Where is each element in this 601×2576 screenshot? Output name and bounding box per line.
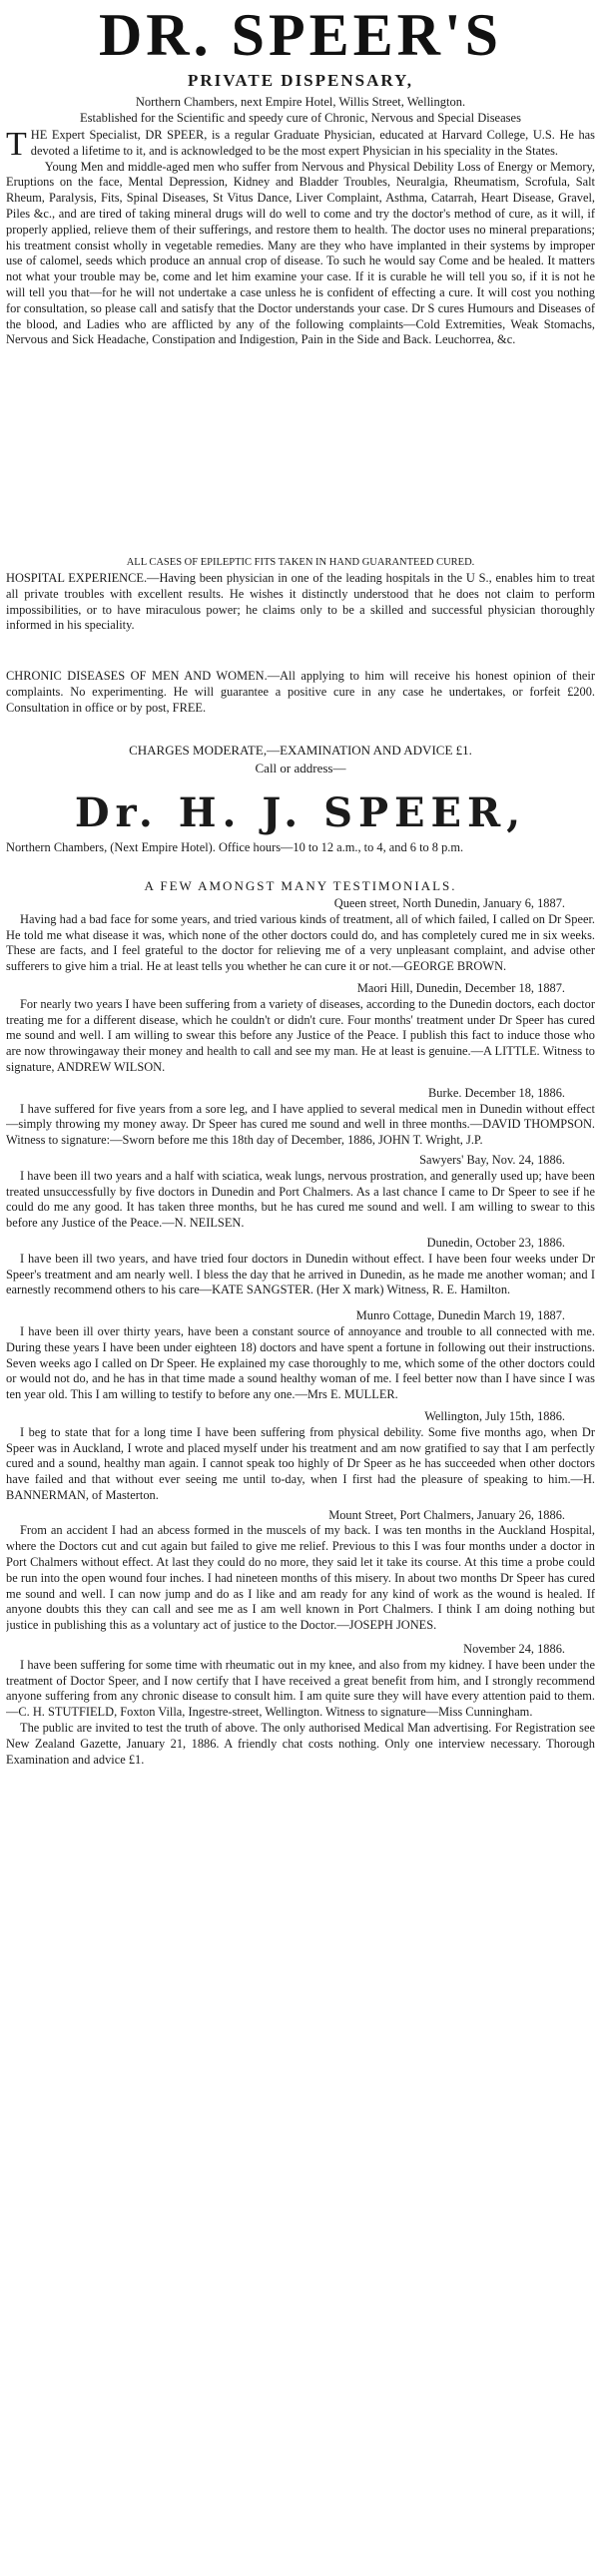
testimonial-place: Maori Hill, Dunedin, December 18, 1887. [356, 980, 565, 995]
header-address-block [0, 94, 601, 126]
testimonials-list [6, 896, 595, 2477]
testimonial-text: From an accident I had an abcess formed in the muscels of my back. I was ten months in the Auckland Hospital, where the Doctors cut and cut again but failed to give me relief. Previous to this I was four months under a doctor in Port Chalmers without effect. At last they could do no more, they said let it take its course. At this time a probe could be run into the open wound four inches. I had nineteen months of this misery. In about two months Dr Speer has cured me sound and well. I can now jump and do as I like and am ready for any kind of work as the wound is healed. If anyone doubts this they can call and see me as I am well known in Port Chalmers. I think I am doing nothing but justice in publishing this as a voluntary act of justice to the Doctor.—JOSEPH JONES. [6, 1523, 595, 1633]
testimonial-item [6, 1508, 595, 1634]
testimonial-item [6, 1308, 595, 1403]
testimonial-text: For nearly two years I have been suffering from a variety of diseases, according to the Dunedin doctors, each doctor treating me for a different disease, which he couldn't or didn't cure. Four months' treatment under Dr Speer has cured me sound and well. I am willing to swear this before any Justice of the Peace. I publish this fact to induce those who are now throwingaway their money and health to call and see my man. He at least is genuine.—A LITTLE. Witness to signature, ANDREW WILSON. [6, 996, 595, 1074]
charges-line: CHARGES MODERATE,—EXAMINATION AND ADVICE £1. [129, 743, 472, 758]
testimonial-place: Munro Cottage, Dunedin March 19, 1887. [355, 1308, 565, 1323]
testimonial-place: November 24, 1886. [463, 1642, 565, 1657]
testimonial-text: I have been suffering for some time with rheumatic out in my knee, and also from my kidney. I have been under the treatment of Doctor Speer, and I now certify that I have received a great benefit from him, and I strongly recommend anyone suffering from any chronic disease to consult him. I am quite sure they will have every attention paid to them.—C. H. STUTFIELD, Foxton Villa, Ingestre-street, Wellington. Witness to signature—Miss Cunningham. [6, 1657, 595, 1720]
testimonial-place: Wellington, July 15th, 1886. [424, 1408, 565, 1423]
testimonials-heading: A FEW AMONGST MANY TESTIMONIALS. [144, 878, 457, 893]
office-hours: Northern Chambers, (Next Empire Hotel). Office hours—10 to 12 a.m., to 4, and 6 to 8 p.m. [6, 840, 464, 854]
testimonial-item [6, 1086, 595, 1149]
header-established: Established for the Scientific and speedy cure of Chronic, Nervous and Special Diseases [80, 111, 521, 125]
testimonial-item [6, 1153, 595, 1232]
intro-section [6, 128, 595, 551]
closing-paragraph: The public are invited to test the truth of above. The only authorised Medical Man advertising. For Registration see New Zealand Gazette, January 21, 1886. A friendly chat costs nothing. Only one interview necessary. Thorough Examination and advice £1. [6, 1721, 595, 1767]
testimonial-place: Sawyers' Bay, Nov. 24, 1886. [419, 1152, 565, 1167]
epilepsy-notice: ALL CASES OF EPILEPTIC FITS TAKEN IN HAND GUARANTEED CURED. [126, 557, 475, 568]
call-line: Call or address— [255, 761, 346, 775]
chronic-diseases: CHRONIC DISEASES OF MEN AND WOMEN.—All applying to him will receive his honest opinion of their complaints. No experimenting. He will guarantee a positive cure in any case he undertakes, or forfeit £200. Consultation in office or by post, FREE. [6, 669, 595, 715]
testimonial-place: Queen street, North Dunedin, January 6, 1887. [333, 896, 565, 910]
testimonial-item [6, 1642, 595, 1721]
hospital-experience: HOSPITAL EXPERIENCE.—Having been physician in one of the leading hospitals in the U S., enables him to treat all private troubles with excellent results. He wishes it distinctly understood that he does not claim to perform impossibilities, or to have miraculous power; he claims only to be a skilled and successful physician thoroughly informed in his speciality. [6, 571, 595, 633]
testimonial-text: I beg to state that for a long time I have been suffering from physical debility. Some five months ago, when Dr Speer was in Auckland, I wrote and placed myself under his treatment and am now gratified to say that I am perfectly cured and a sound, healthy man again. I cannot speak too highly of Dr Speer as he has succeeded when other doctors have failed and that without ever seeing me until to-day, when I first had the pleasure of speaking to him.—H. BANNERMAN, of Masterton. [6, 1424, 595, 1502]
testimonial-item [6, 981, 595, 1076]
testimonial-place: Burke. December 18, 1886. [428, 1085, 565, 1100]
testimonial-item [6, 1409, 595, 1504]
advert-subtitle: PRIVATE DISPENSARY, [187, 71, 414, 90]
testimonial-place: Dunedin, October 23, 1886. [426, 1235, 565, 1250]
testimonial-item [6, 1236, 595, 1298]
intro-paragraph-1: THE Expert Specialist, DR SPEER, is a regular Graduate Physician, educated at Harvard College, U.S. He has devoted a lifetime to it, and is acknowledged to be the most expert Physician in his speciality in the States. [6, 128, 595, 163]
testimonial-text: I have been ill two years, and have tried four doctors in Dunedin without effect. I have been four weeks under Dr Speer's treatment and am nearly well. I bless the day that he arrived in Dunedin, as he made me another woman; and I earnestly recommend others to his care—KATE SANGSTER. (Her X mark) Witness, R. E. Hamilton. [6, 1251, 595, 1297]
testimonial-place: Mount Street, Port Chalmers, January 26, 1886. [328, 1507, 565, 1522]
testimonial-item [6, 896, 595, 975]
testimonial-text: I have been ill two years and a half with sciatica, weak lungs, nervous prostration, and generally used up; have been treated unsuccessfully by five doctors in Dunedin and Port Chalmers. As a last chance I came to Dr Speer to see if he could do me any good. It has taken three months, but he has cured me sound and well. I am willing to swear to this before any Justice of the Peace.—N. NEILSEN. [6, 1168, 595, 1231]
intro-dropcap: T [6, 128, 27, 163]
testimonial-text: I have suffered for five years from a sore leg, and I have applied to several medical men in Dunedin without effect—simply throwing my money away. Dr Speer has cured me sound and well in three months.—DAVID THOMPSON. Witness to signature:—Sworn before me this 18th day of December, 1886, JOHN T. Wright, J.P. [6, 1101, 595, 1148]
testimonial-text: Having had a bad face for some years, and tried various kinds of treatment, all of which failed, I called on Dr Speer. He told me what disease it was, which none of the other doctors could do, and has completely cured me in six weeks. These are facts, and I feel grateful to the doctor for relieving me of a very unpleasant complaint, and advise other sufferers to give him a trial. He at least tells you whether he can cure it or not.—GEORGE BROWN. [6, 911, 595, 974]
header-address: Northern Chambers, next Empire Hotel, Willis Street, Wellington. [135, 95, 466, 109]
doctor-name: Dr. H. J. SPEER, [74, 789, 527, 836]
testimonial-text: I have been ill over thirty years, have been a constant source of annoyance and trouble to all connected with me. During these years I have been under eighteen 18) doctors and have spent a fortune in following out their instructions. Seven weeks ago I called on Dr Speer. He explained my case thoroughly to me, which some of the other doctors could or would not do, and he has in that time made a sound healthy woman of me. I feel better now than I have since I was ten year old. This I am willing to testify to before any one.—Mrs E. MULLER. [6, 1323, 595, 1402]
advert-title: DR. SPEER'S [98, 2, 503, 68]
intro-paragraph-2: Young Men and middle-aged men who suffer from Nervous and Physical Debility Loss of Energy or Memory, Eruptions on the face, Mental Depression, Kidney and Bladder Troubles, Neuralgia, Rheumatism, Scrofula, Salt Rheum, Paralysis, Fits, Spinal Diseases, St Vitus Dance, Liver Complaint, Asthma, Catarrah, Heart Disease, Gravel, Piles &c., and are tired of taking mineral drugs will do well to come and try the doctor's method of cure, as it will, if properly applied, relieve them of their sufferings, and restore them to health. The doctor uses no mineral preparations; his treatment consist wholly in vegetable remedies. Many are they who have implanted in their systems by improper use of calomel, seeds which produce an annual crop of disease. To such he would say Come and be healed. It matters not what your trouble may be, come and let him examine your case. If it is curable he will tell you so, if it is not he will tell you that—for he will not undertake a case unless he is confident of effecting a cure. It will cost you nothing for consultation, so please call and satisfy that the Doctor understands your case. Dr S cures Humours and Diseases of the blood, and Ladies who are afflicted by any of the following complaints—Cold Extremities, Weak Stomachs, Nervous and Sick Headache, Constipation and Indigestion, Pain in the Side and Back. Leuchorrea, &c. [6, 159, 595, 347]
